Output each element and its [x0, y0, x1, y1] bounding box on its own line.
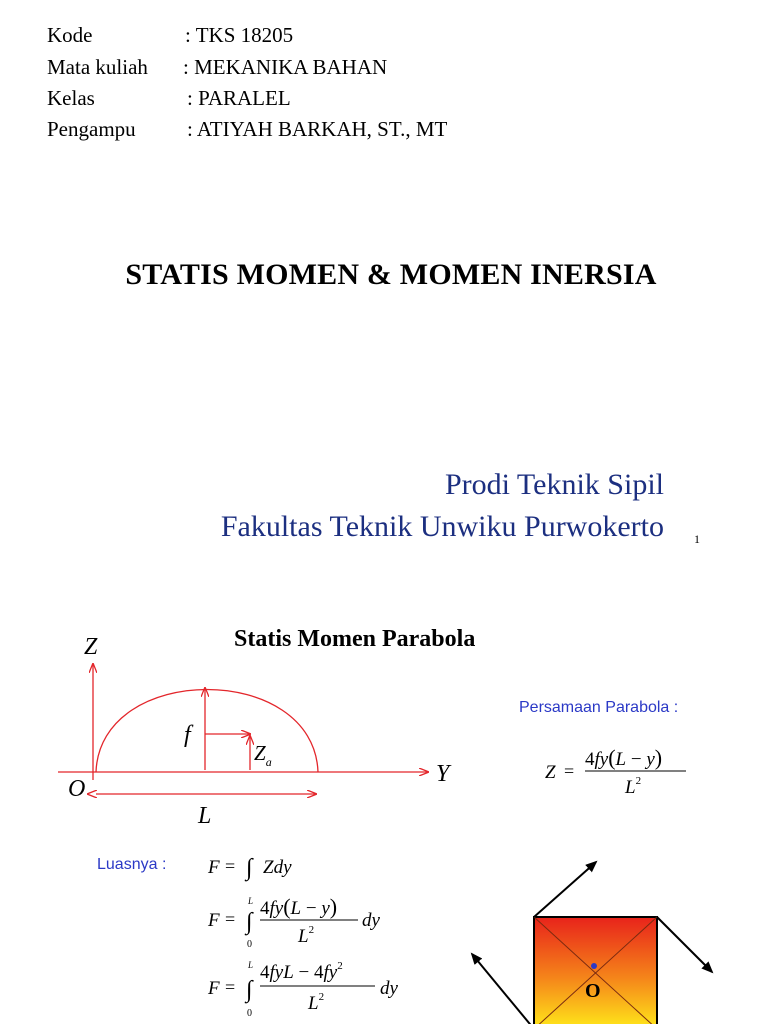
page-number: 1: [694, 532, 700, 546]
svg-text:F: F: [208, 857, 220, 878]
svg-text:0: 0: [247, 1008, 252, 1019]
svg-text:Z: Z: [545, 762, 556, 783]
svg-text:Zdy: Zdy: [263, 857, 292, 878]
svg-text:L2: $L^2$: [625, 775, 642, 798]
z-axis-label: Z: [84, 634, 98, 660]
svg-text:4fy(L − y): 4fy(L − y): [585, 745, 663, 770]
faculty-name: Fakultas Teknik Unwiku Purwokerto: [220, 510, 664, 543]
axis-arrow-left: [472, 954, 534, 1024]
label-mata-kuliah: Mata kuliah: [47, 55, 148, 79]
svg-text:0: 0: [247, 939, 252, 950]
svg-text:L2: $L^2$: [298, 924, 315, 947]
svg-text:4fyL − 4fy2: $4fyL - 4fy^2$: [260, 960, 343, 983]
height-label: f: [184, 722, 191, 748]
value-mata-kuliah: : MEKANIKA BAHAN: [183, 55, 388, 79]
rotated-axes-graphic: [460, 852, 722, 1024]
svg-text:=: =: [225, 977, 236, 997]
svg-text:=: =: [225, 856, 236, 876]
svg-text:F: F: [208, 910, 220, 931]
svg-text:L: L: [248, 960, 254, 970]
origin-label: O: [68, 776, 86, 802]
svg-text:dy: dy: [380, 978, 398, 999]
slide-title: Statis Momen Parabola: [234, 626, 476, 652]
value-pengampu: : ATIYAH BARKAH, ST., MT: [187, 117, 448, 141]
parabola-diagram: [0, 620, 480, 840]
label-kode: Kode: [47, 23, 93, 47]
origin-dot: [591, 963, 597, 969]
svg-text:=: =: [564, 761, 575, 781]
value-kelas: : PARALEL: [187, 86, 291, 110]
square-origin-label: O: [585, 980, 601, 1002]
svg-text:L: L: [248, 896, 254, 906]
parabola-equation: [535, 740, 705, 802]
value-kode: : TKS 18205: [185, 23, 294, 47]
svg-text:F: F: [208, 978, 220, 999]
parabola-caption: Persamaan Parabola :: [519, 699, 679, 716]
program-name: Prodi Teknik Sipil: [444, 468, 664, 501]
svg-text:4fy(L − y): 4fy(L − y): [260, 894, 338, 919]
gradient-square: [534, 917, 657, 1024]
label-kelas: Kelas: [47, 86, 95, 110]
axis-arrow-up-right: [534, 862, 596, 917]
svg-text:∫: ∫: [246, 909, 253, 935]
length-label: L: [198, 803, 212, 829]
svg-text:∫: ∫: [246, 977, 253, 1003]
parabola-curve: [96, 690, 318, 773]
axis-arrow-right: [657, 917, 712, 972]
svg-text:∫: ∫: [246, 855, 253, 881]
y-axis-label: Y: [436, 761, 450, 787]
label-pengampu: Pengampu: [47, 117, 136, 141]
za-label: $Z_a$: [254, 741, 272, 769]
svg-text:=: =: [225, 909, 236, 929]
svg-text:L2: $L^2$: [308, 991, 325, 1014]
svg-text:dy: dy: [362, 910, 380, 931]
area-caption: Luasnya :: [97, 856, 167, 873]
area-equations: [200, 846, 430, 1024]
main-title: STATIS MOMEN & MOMEN INERSIA: [125, 258, 657, 291]
